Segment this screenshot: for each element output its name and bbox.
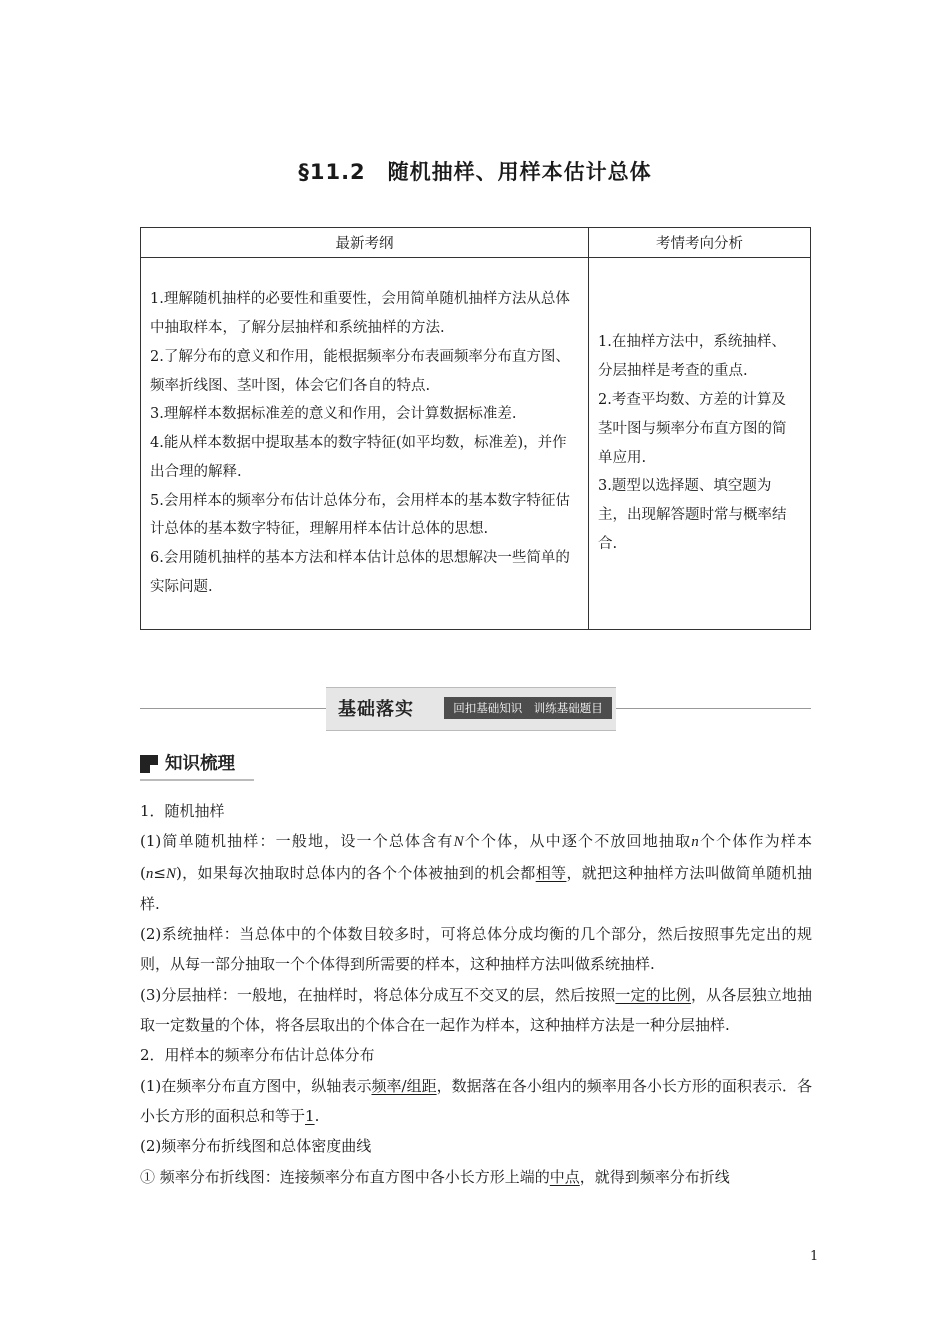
syllabus-item: 5.会用样本的频率分布估计总体分布，会用样本的基本数字特征估计总体的基本数字特征，理解用样本估计总体的思想. bbox=[150, 492, 570, 538]
analysis-item: 2.考查平均数、方差的计算及茎叶图与频率分布直方图的简单应用. bbox=[598, 391, 787, 466]
section-banner bbox=[326, 687, 616, 731]
heading-frequency-distribution: 2．用样本的频率分布估计总体分布 bbox=[140, 1046, 375, 1065]
syllabus-item: 3.理解样本数据标准差的意义和作用，会计算数据标准差. bbox=[150, 406, 517, 423]
heading-random-sampling: 1．随机抽样 bbox=[140, 802, 225, 820]
syllabus-item: 2.了解分布的意义和作用，能根据频率分布表画频率分布直方图、频率折线图、茎叶图，体会它们各自的特点. bbox=[150, 348, 570, 394]
syllabus-item: 4.能从样本数据中提取基本的数字特征(如平均数，标准差)，并作出合理的解释. bbox=[150, 435, 567, 480]
analysis-item: 1.在抽样方法中，系统抽样、分层抽样是考查的重点. bbox=[598, 334, 786, 380]
knowledge-content bbox=[140, 796, 812, 1192]
table-header-syllabus: 最新考纲 bbox=[141, 228, 589, 258]
table-header-analysis: 考情考向分析 bbox=[589, 228, 811, 258]
page-number: 1 bbox=[810, 1249, 819, 1264]
paragraph-systematic-sampling: (2)系统抽样：当总体中的个体数目较多时，可将总体分成均衡的几个部分，然后按照事先定出的规则，从每一部分抽取一个个体得到所需要的样本，这种抽样方法叫做系统抽样. bbox=[140, 925, 812, 974]
analysis-cell bbox=[589, 258, 811, 630]
paragraph-polygon-heading: (2)频率分布折线图和总体密度曲线 bbox=[140, 1137, 372, 1156]
banner-title: 基础落实 bbox=[338, 699, 414, 720]
analysis-item: 3.题型以选择题、填空题为主，出现解答题时常与概率结合. bbox=[598, 478, 787, 552]
section-heading bbox=[140, 748, 254, 780]
paragraph-polygon: ① 频率分布折线图：连接频率分布直方图中各小长方形上端的中点，就得到频率分布折线 bbox=[140, 1167, 730, 1186]
paragraph-histogram: (1)在频率分布直方图中，纵轴表示频率/组距，数据落在各小组内的频率用各小长方形的面积表示．各小长方形的面积总和等于1. bbox=[140, 1076, 812, 1125]
syllabus-item: 6.会用随机抽样的基本方法和样本估计总体的思想解决一些简单的实际问题. bbox=[150, 550, 570, 596]
syllabus-cell bbox=[141, 258, 589, 630]
syllabus-table bbox=[140, 227, 811, 630]
syllabus-item: 1.理解随机抽样的必要性和重要性，会用简单随机抽样方法从总体中抽取样本，了解分层抽样和系统抽样的方法. bbox=[150, 291, 570, 336]
paragraph-stratified-sampling: (3)分层抽样：一般地，在抽样时，将总体分成互不交叉的层，然后按照一定的比例，从各层独立地抽取一定数量的个体，将各层取出的个体合在一起作为样本，这种抽样方法是一种分层抽样. bbox=[140, 985, 812, 1035]
paragraph-simple-random-sampling: (1)简单随机抽样：一般地，设一个总体含有N个个体，从中逐个不放回地抽取n个个体作为样本(n≤N)，如果每次抽取时总体内的各个个体被抽到的机会都相等，就把这种抽样方法叫做简单随机抽样. bbox=[140, 832, 812, 913]
page-title: §11.2 随机抽样、用样本估计总体 bbox=[298, 160, 652, 184]
section-heading-label: 知识梳理 bbox=[165, 754, 235, 774]
banner-subtitle: 回扣基础知识 训练基础题目 bbox=[444, 697, 612, 719]
